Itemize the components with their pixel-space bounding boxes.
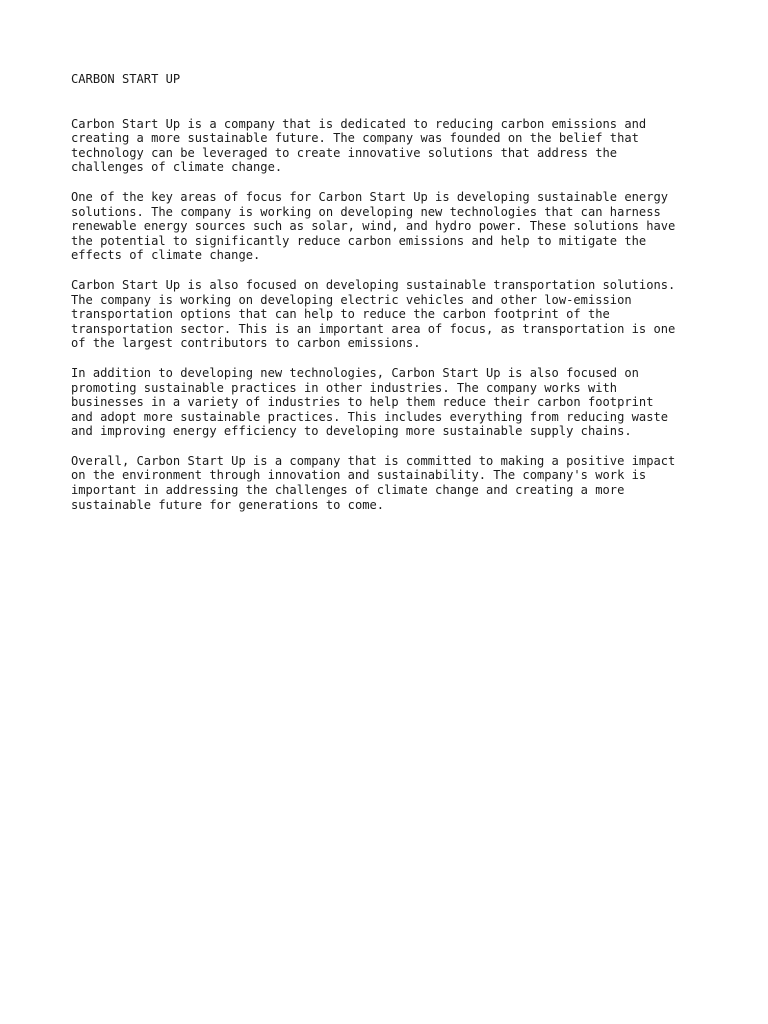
document-title: CARBON START UP (71, 72, 181, 86)
paragraph-line: of the largest contributors to carbon emissions. (71, 336, 421, 351)
paragraph-line: important in addressing the challenges of climate change and creating a more (71, 483, 625, 498)
paragraph-line: and adopt more sustainable practices. This includes everything from reducing waste (71, 409, 669, 424)
paragraph-line: transportation sector. This is an important area of focus, as transportation is one (71, 321, 676, 336)
paragraph-4 (71, 366, 711, 439)
paragraph-line: the potential to significantly reduce carbon emissions and help to mitigate the (71, 233, 647, 248)
paragraph-5 (71, 454, 711, 512)
paragraph-line: renewable energy sources such as solar, wind, and hydro power. These solutions have (71, 219, 676, 234)
paragraph-line: technology can be leveraged to create innovative solutions that address the (71, 145, 618, 160)
paragraph-line: Carbon Start Up is a company that is dedicated to reducing carbon emissions and (71, 116, 647, 131)
paragraph-line: promoting sustainable practices in other industries. The company works with (71, 380, 618, 395)
paragraph-line: solutions. The company is working on developing new technologies that can harness (71, 204, 661, 219)
document-page (71, 72, 711, 527)
paragraph-line: creating a more sustainable future. The company was founded on the belief that (71, 131, 639, 146)
paragraph-line: transportation options that can help to reduce the carbon footprint of the (71, 307, 610, 322)
paragraph-line: Carbon Start Up is also focused on developing sustainable transportation solutions. (71, 277, 676, 292)
paragraph-2 (71, 190, 711, 263)
paragraph-line: The company is working on developing electric vehicles and other low-emission (71, 292, 632, 307)
paragraph-3 (71, 278, 711, 351)
paragraph-line: Overall, Carbon Start Up is a company that is committed to making a positive impact (71, 453, 676, 468)
paragraph-line: businesses in a variety of industries to help them reduce their carbon footprint (71, 395, 654, 410)
paragraph-line: on the environment through innovation and sustainability. The company's work is (71, 468, 647, 483)
paragraph-line: sustainable future for generations to come. (71, 497, 385, 512)
paragraph-line: One of the key areas of focus for Carbon Start Up is developing sustainable energy (71, 189, 669, 204)
paragraph-1 (71, 117, 711, 175)
paragraph-line: challenges of climate change. (71, 160, 283, 175)
paragraph-line: effects of climate change. (71, 248, 261, 263)
paragraph-line: and improving energy efficiency to developing more sustainable supply chains. (71, 424, 632, 439)
paragraph-line: In addition to developing new technologies, Carbon Start Up is also focused on (71, 365, 639, 380)
